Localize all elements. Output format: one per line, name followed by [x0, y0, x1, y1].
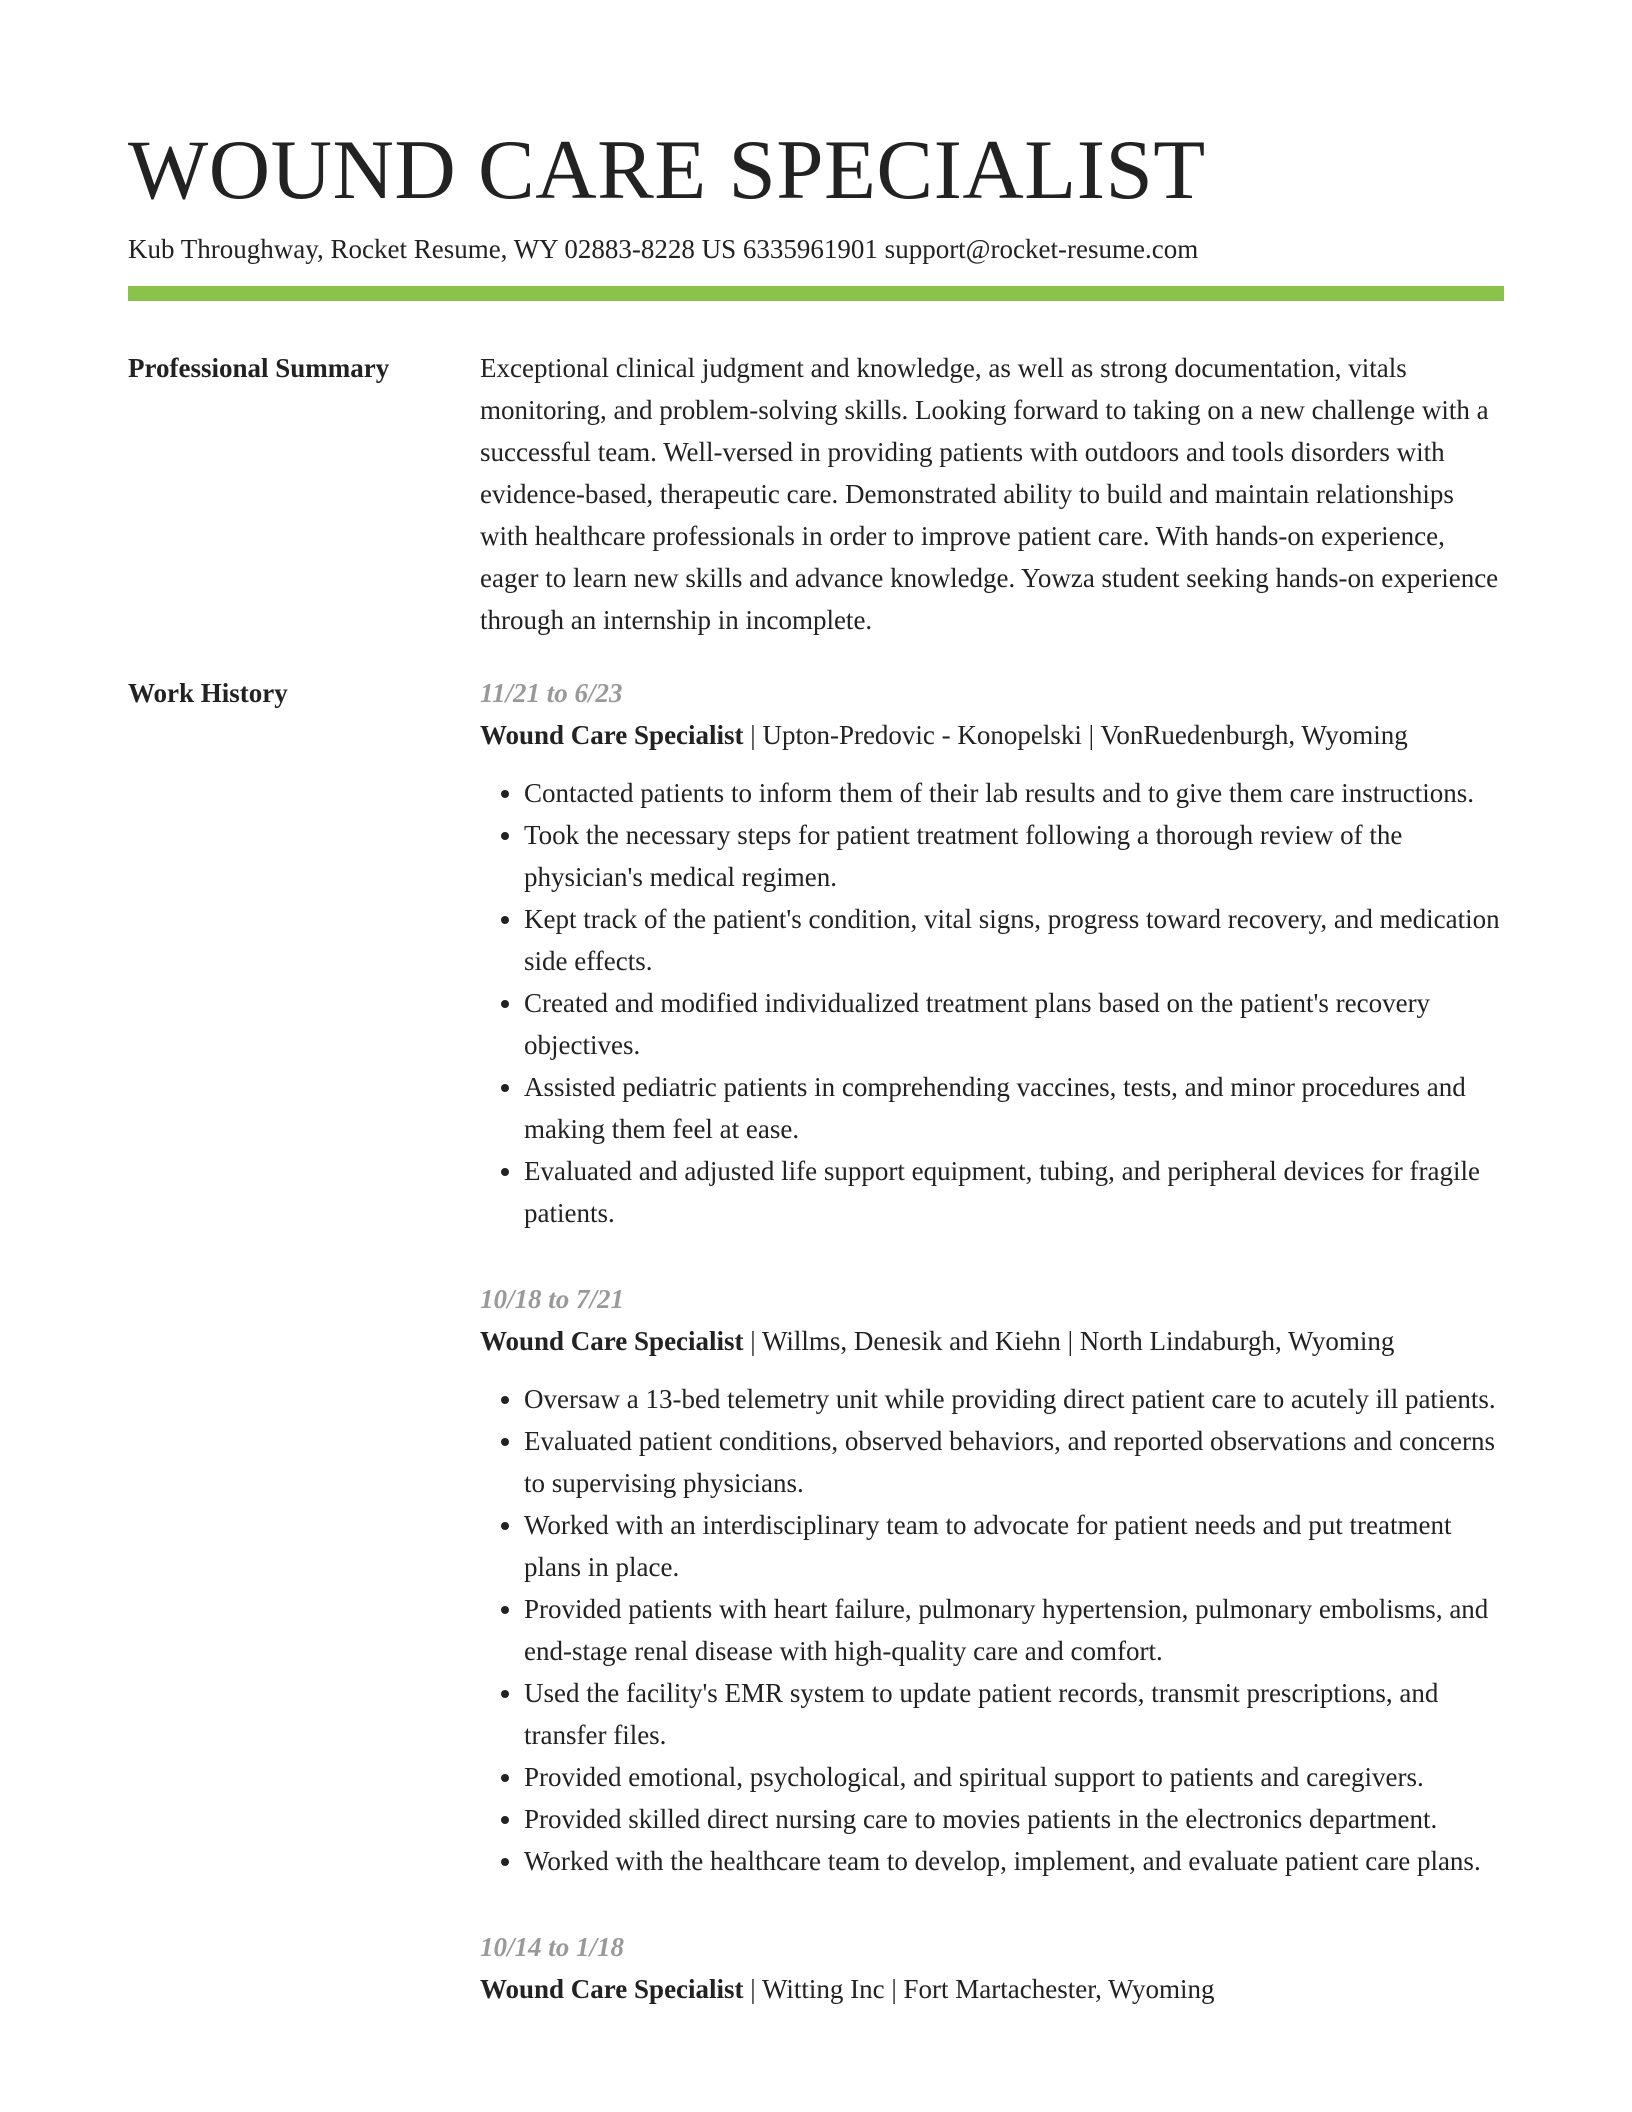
job-entry: [480, 1926, 1504, 2010]
section-heading: Work History: [128, 678, 288, 708]
job-heading: [480, 714, 1504, 756]
job-bullet: • Took the necessary steps for patient treatment following a thorough review of the physician's medical regimen.: [524, 814, 1504, 898]
job-heading: [480, 1320, 1504, 1362]
job-bullet-list: [480, 772, 1504, 1234]
job-title: Wound Care Specialist: [480, 1974, 744, 2004]
job-dates: 10/14 to 1/18: [480, 1932, 625, 1962]
job-bullet: • Worked with the healthcare team to develop, implement, and evaluate patient care plans.: [524, 1840, 1504, 1882]
job-employer-location: | Upton-Predovic - Konopelski | VonRuedenburgh, Wyoming: [743, 720, 1408, 750]
job-entry: [480, 672, 1504, 1234]
job-bullet: • Contacted patients to inform them of their lab results and to give them care instructions.: [524, 772, 1504, 814]
job-employer-location: | Willms, Denesik and Kiehn | North Lindaburgh, Wyoming: [743, 1326, 1395, 1356]
job-bullet: • Provided patients with heart failure, pulmonary hypertension, pulmonary embolisms, and end-stage renal disease with high-quality care and comfort.: [524, 1588, 1504, 1672]
jobs-list: [480, 672, 1504, 2054]
job-bullet: • Used the facility's EMR system to update patient records, transmit prescriptions, and transfer files.: [524, 1672, 1504, 1756]
job-bullet: • Evaluated and adjusted life support equipment, tubing, and peripheral devices for fragile patients.: [524, 1150, 1504, 1234]
job-bullet: • Kept track of the patient's condition, vital signs, progress toward recovery, and medication side effects.: [524, 898, 1504, 982]
job-title: Wound Care Specialist: [480, 1326, 744, 1356]
job-bullet: • Oversaw a 13-bed telemetry unit while providing direct patient care to acutely ill patients.: [524, 1378, 1504, 1420]
job-bullet: • Worked with an interdisciplinary team to advocate for patient needs and put treatment plans in place.: [524, 1504, 1504, 1588]
summary-text: Exceptional clinical judgment and knowledge, as well as strong documentation, vitals monitoring, and problem-solving skills. Looking forward to taking on a new challenge with a successful team. Well-versed in providing patients with outdoors and tools disorders with evidence-based, therapeutic care. Demonstrated ability to build and maintain relationships with healthcare professionals in order to improve patient care. With hands-on experience, eager to learn new skills and advance knowledge. Yowza student seeking hands-on experience through an internship in incomplete.: [480, 353, 1499, 635]
job-bullet-list: [480, 1378, 1504, 1882]
job-bullet: • Provided emotional, psychological, and spiritual support to patients and caregivers.: [524, 1756, 1504, 1798]
job-dates: 11/21 to 6/23: [480, 678, 623, 708]
contact-info: Kub Throughway, Rocket Resume, WY 02883-8228 US 6335961901 support@rocket-resume.com: [128, 234, 1199, 264]
job-bullet: • Created and modified individualized treatment plans based on the patient's recovery objectives.: [524, 982, 1504, 1066]
header-divider: [128, 286, 1504, 301]
job-title: Wound Care Specialist: [480, 720, 744, 750]
job-dates: 10/18 to 7/21: [480, 1284, 625, 1314]
job-entry: [480, 1278, 1504, 1882]
resume-title: WOUND CARE SPECIALIST: [128, 123, 1206, 217]
job-employer-location: | Witting Inc | Fort Martachester, Wyoming: [743, 1974, 1215, 2004]
job-bullet: • Evaluated patient conditions, observed behaviors, and reported observations and concerns to supervising physicians.: [524, 1420, 1504, 1504]
summary-body: [480, 347, 1504, 641]
section-heading: Professional Summary: [128, 353, 390, 383]
job-bullet: • Assisted pediatric patients in comprehending vaccines, tests, and minor procedures and making them feel at ease.: [524, 1066, 1504, 1150]
job-bullet: • Provided skilled direct nursing care to movies patients in the electronics department.: [524, 1798, 1504, 1840]
job-heading: [480, 1968, 1504, 2010]
